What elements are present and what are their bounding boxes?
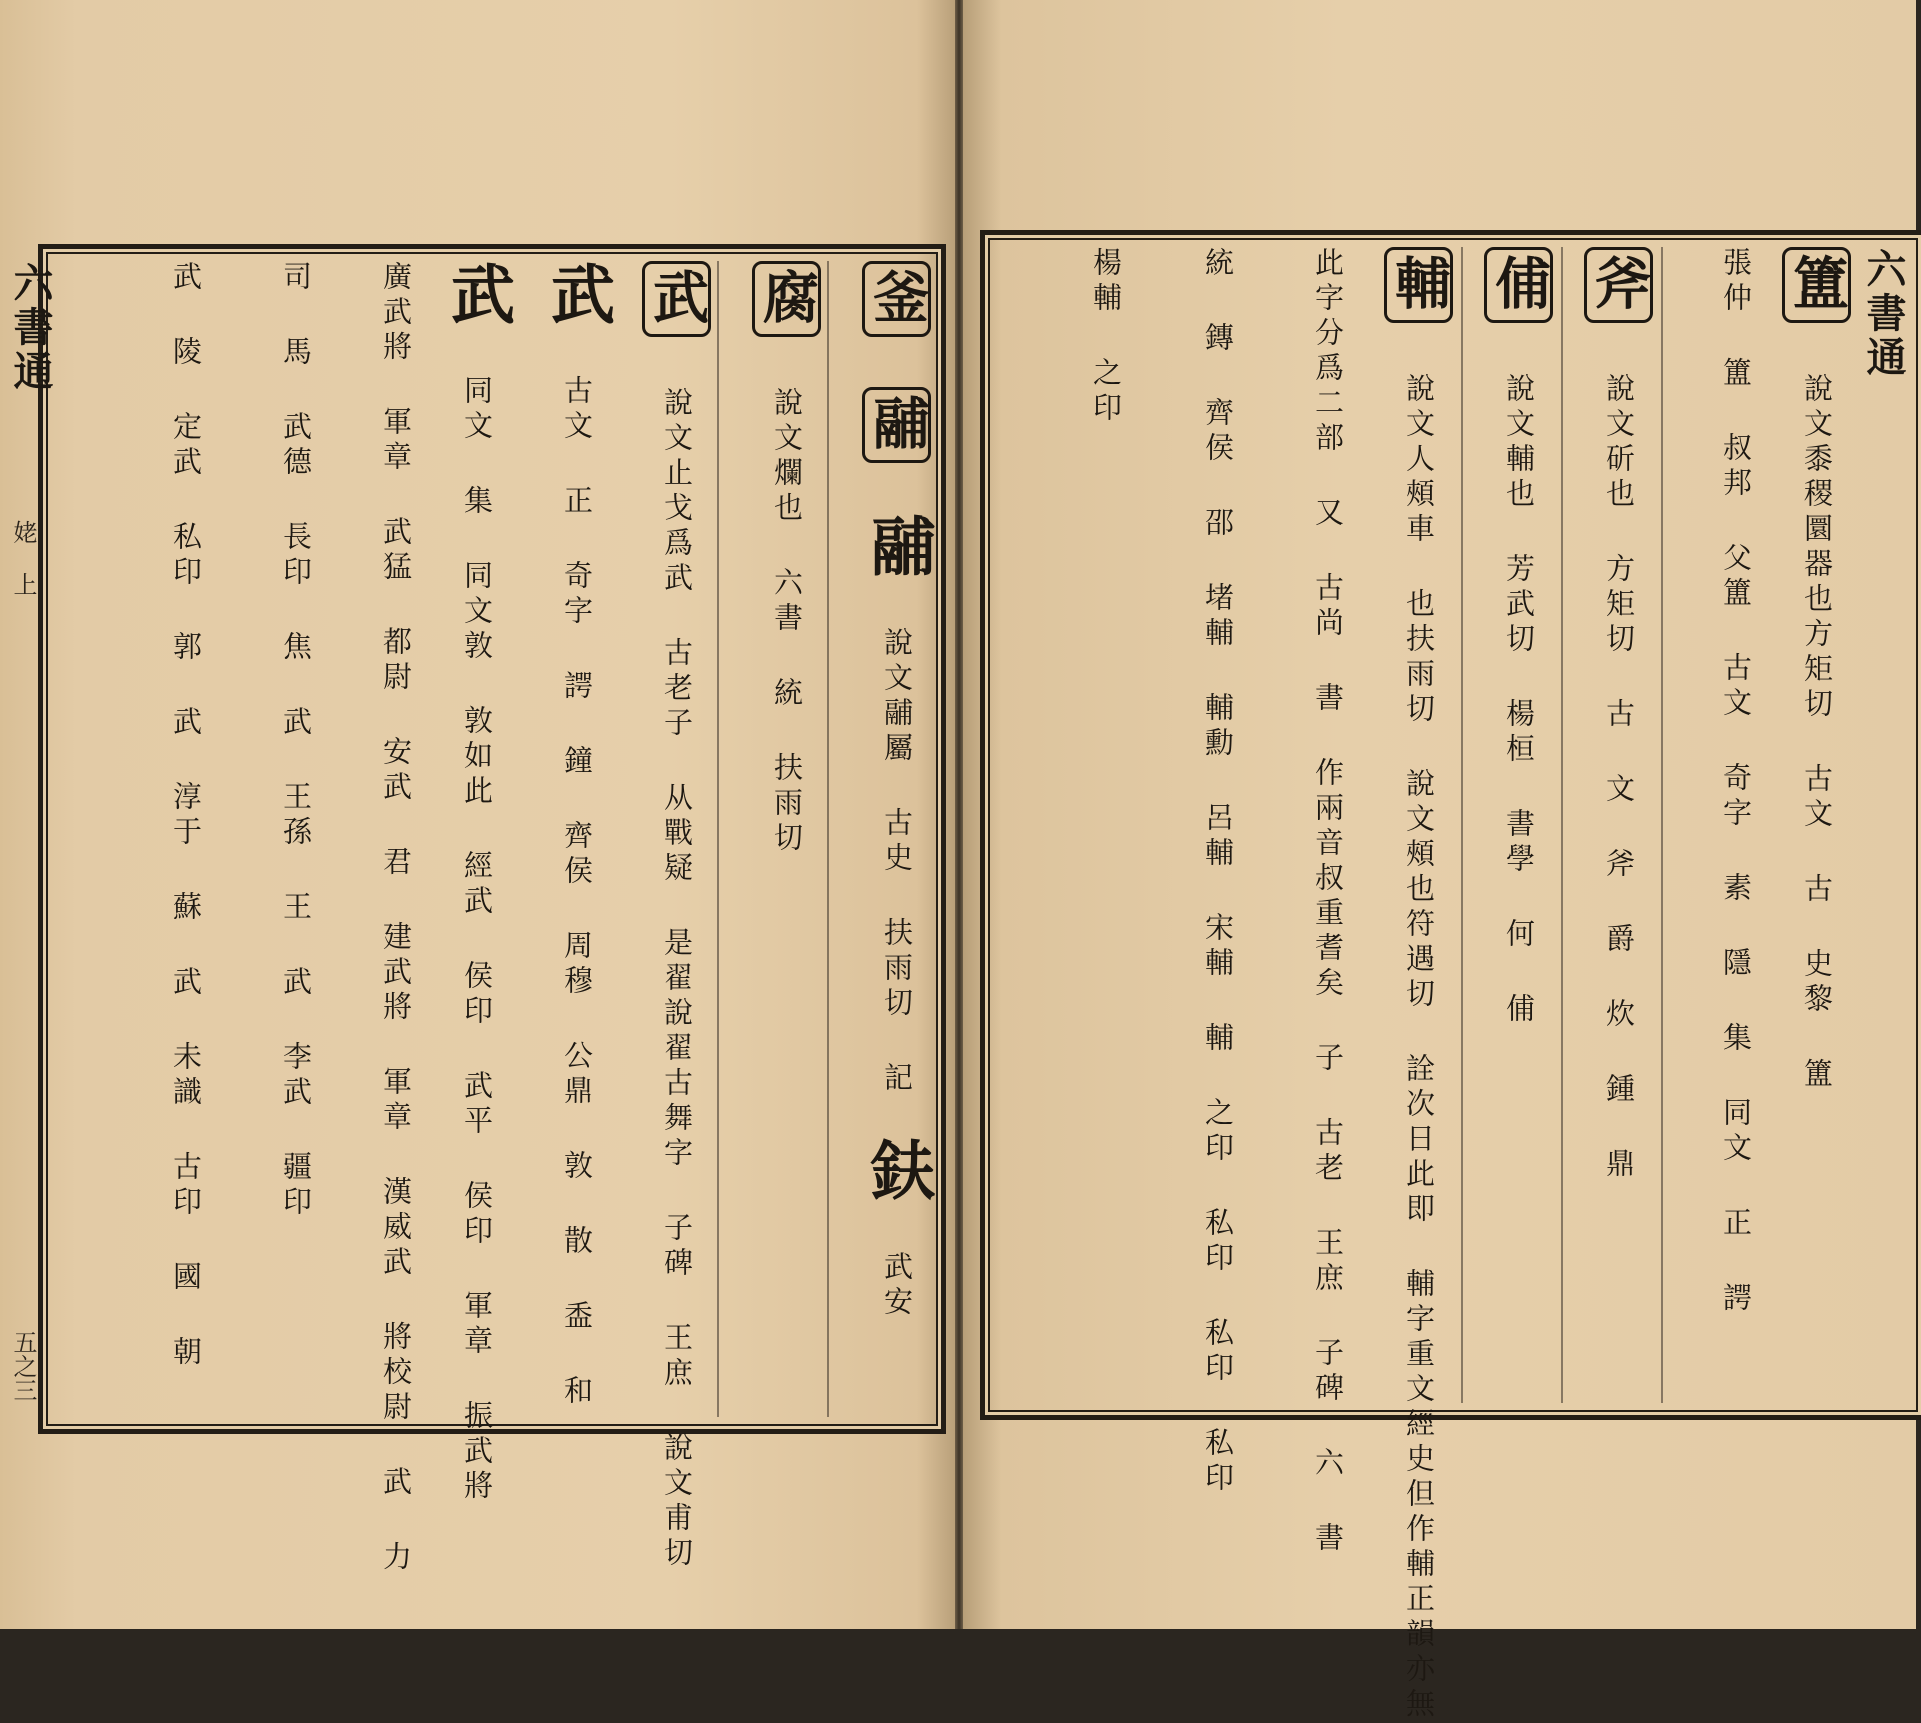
annotation: 之印: [1201, 1097, 1235, 1167]
annotation: 定武: [169, 411, 203, 481]
left-margin-title: 六書通: [7, 262, 54, 394]
column-rule: [717, 261, 719, 1417]
seal-glyph: 鈇: [860, 1137, 935, 1211]
annotation: 方矩切: [1602, 553, 1636, 658]
left-column-7: [281, 261, 311, 1417]
annotation: 王孫: [279, 781, 313, 851]
annotation: 叔邦: [1719, 432, 1753, 502]
annotation: 敦: [560, 1150, 594, 1185]
annotation: 六: [1311, 1447, 1345, 1482]
annotation: 周穆: [560, 930, 594, 1000]
annotation: 古: [1800, 873, 1834, 908]
right-column-1: [1782, 247, 1851, 1403]
annotation: 簠: [1719, 357, 1753, 392]
annotation: 何: [1502, 918, 1536, 953]
annotation: 散: [560, 1225, 594, 1260]
annotation: 武安: [880, 1251, 914, 1321]
annotation: 六書: [770, 567, 804, 637]
left-page-frame: [38, 244, 946, 1576]
left-margin-small: 姥 上: [9, 520, 37, 596]
annotation: 統: [770, 677, 804, 712]
right-column-7: [1201, 247, 1235, 1497]
annotation: 炊: [1602, 998, 1636, 1033]
annotation: 武德: [279, 411, 313, 481]
annotation: 武猛: [379, 516, 413, 586]
annotation: 說文輔也: [1502, 373, 1536, 513]
annotation: 子: [1311, 1042, 1345, 1077]
annotation: 侯印: [460, 960, 494, 1030]
annotation: 武: [279, 966, 313, 1001]
annotation: 王: [279, 891, 313, 926]
right-column-3: [1584, 247, 1653, 1403]
annotation: 古: [1602, 698, 1636, 733]
annotation: 君: [379, 846, 413, 881]
left-column-4: [540, 261, 615, 1417]
annotation: 王庶: [660, 1322, 694, 1392]
right-margin-title: 六書通: [1860, 248, 1907, 380]
annotation: 郭: [169, 631, 203, 666]
annotation: 呂輔: [1201, 802, 1235, 872]
annotation: 詮次日此即: [1402, 1053, 1436, 1228]
annotation: 統: [1201, 247, 1235, 282]
right-column-2: [1721, 247, 1751, 1403]
annotation: 同文: [460, 375, 494, 445]
annotation: 爵: [1602, 923, 1636, 958]
left-page: [0, 0, 955, 1629]
annotation: 古尚: [1311, 572, 1345, 642]
annotation: 集: [460, 485, 494, 520]
annotation: 武: [169, 966, 203, 1001]
annotation: 文: [1602, 773, 1636, 808]
annotation: 張仲: [1719, 247, 1753, 317]
annotation: 未識: [169, 1041, 203, 1111]
annotation: 正: [1719, 1207, 1753, 1242]
annotation: 之印: [1089, 357, 1123, 427]
seal-glyph: 武: [540, 261, 615, 335]
annotation: 長印: [279, 521, 313, 591]
annotation: 說文黍稷圜器也方矩切: [1800, 373, 1834, 723]
annotation: 邵: [1201, 507, 1235, 542]
annotation: 堵輔: [1201, 582, 1235, 652]
annotation: 私印: [1201, 1427, 1235, 1497]
annotation: 又: [1311, 497, 1345, 532]
annotation: 同文敦: [460, 560, 494, 665]
annotation: 俌: [1502, 993, 1536, 1028]
right-page-frame: [980, 230, 1921, 1723]
annotation: 武: [169, 261, 203, 296]
left-column-8: [171, 261, 201, 1417]
annotation: 武平: [460, 1070, 494, 1140]
annotation: 和: [560, 1375, 594, 1410]
annotation: 楊桓: [1502, 698, 1536, 768]
annotation: 武: [379, 1466, 413, 1501]
annotation: 軍章: [460, 1290, 494, 1360]
annotation: 振武將: [460, 1400, 494, 1505]
annotation: 古文: [1800, 763, 1834, 833]
annotation: 齊侯: [560, 820, 594, 890]
left-column-6: [379, 261, 413, 1576]
headword-box: 斧: [1584, 247, 1653, 323]
annotation: 說文甫切: [660, 1432, 694, 1572]
headword-box: 武: [642, 261, 711, 337]
annotation: 說文斫也: [1602, 373, 1636, 513]
annotation: 輔: [1201, 1022, 1235, 1057]
annotation: 軍章: [379, 1066, 413, 1136]
annotation: 宋輔: [1201, 912, 1235, 982]
annotation: 盉: [560, 1300, 594, 1335]
annotation: 古文: [1719, 652, 1753, 722]
annotation: 公鼎: [560, 1040, 594, 1110]
annotation: 漢威武: [379, 1176, 413, 1281]
book-gutter: [955, 0, 963, 1629]
annotation: 建武將: [379, 921, 413, 1026]
annotation: 書: [1311, 682, 1345, 717]
annotation: 淳于: [169, 781, 203, 851]
headword-box: 俌: [1484, 247, 1553, 323]
annotation: 書: [1311, 1522, 1345, 1557]
annotation: 說文鬴屬: [880, 627, 914, 767]
right-column-8: [1091, 247, 1121, 1403]
annotation: 鐘: [560, 745, 594, 780]
annotation: 陵: [169, 336, 203, 371]
annotation: 將校尉: [379, 1321, 413, 1426]
right-column-4: [1484, 247, 1553, 1403]
seal-glyph: 武: [440, 261, 515, 335]
annotation: 武: [279, 706, 313, 741]
annotation: 奇字: [560, 560, 594, 630]
annotation: 諤: [1719, 1282, 1753, 1317]
left-column-3: [642, 261, 711, 1572]
annotation: 子碑: [660, 1212, 694, 1282]
left-margin-folio: 五之三: [9, 1330, 37, 1402]
seal-glyph: 鬴: [860, 513, 935, 587]
headword-box: 鬴: [862, 387, 931, 463]
annotation: 鼎: [1602, 1148, 1636, 1183]
annotation: 私印: [169, 521, 203, 591]
annotation: 輔字重文經史但作輔正韻亦無: [1402, 1268, 1436, 1723]
annotation: 扶雨切: [880, 917, 914, 1022]
annotation: 扶雨切: [770, 752, 804, 857]
annotation: 蘇: [169, 891, 203, 926]
annotation: 說文人頰車: [1402, 373, 1436, 548]
annotation: 古老: [1311, 1117, 1345, 1187]
headword-box: 腐: [752, 261, 821, 337]
annotation: 素: [1719, 872, 1753, 907]
annotation: 國: [169, 1261, 203, 1296]
annotation: 古史: [880, 807, 914, 877]
headword-box: 釜: [862, 261, 931, 337]
headword-box: 輔: [1384, 247, 1453, 323]
annotation: 輔勳: [1201, 692, 1235, 762]
annotation: 斧: [1602, 848, 1636, 883]
annotation: 武: [169, 706, 203, 741]
annotation: 同文: [1719, 1097, 1753, 1167]
annotation: 焦: [279, 631, 313, 666]
annotation: 鍾: [1602, 1073, 1636, 1108]
annotation: 都尉: [379, 626, 413, 696]
annotation: 書學: [1502, 808, 1536, 878]
annotation: 私印: [1201, 1317, 1235, 1387]
annotation: 齊侯: [1201, 397, 1235, 467]
annotation: 說文爛也: [770, 387, 804, 527]
annotation: 是翟說翟古舞字: [660, 927, 694, 1172]
annotation: 李武: [279, 1041, 313, 1111]
annotation: 廣武將: [379, 261, 413, 366]
annotation: 古印: [169, 1151, 203, 1221]
headword-box: 簠: [1782, 247, 1851, 323]
left-column-2: [752, 261, 821, 1417]
annotation: 簠: [1800, 1058, 1834, 1093]
annotation: 私印: [1201, 1207, 1235, 1277]
column-rule: [827, 261, 829, 1417]
annotation: 正: [560, 485, 594, 520]
annotation: 記: [880, 1062, 914, 1097]
left-column-1: [860, 261, 935, 1417]
annotation: 从戰疑: [660, 782, 694, 887]
right-column-6: [1311, 247, 1345, 1557]
annotation: 朝: [169, 1336, 203, 1371]
annotation: 馬: [279, 336, 313, 371]
annotation: 疆印: [279, 1151, 313, 1221]
annotation: 說文頰也符遇切: [1402, 768, 1436, 1013]
annotation: 作兩音叔重耆矣: [1311, 757, 1345, 1002]
annotation: 史黎: [1800, 948, 1834, 1018]
right-page: [963, 0, 1916, 1723]
annotation: 隱: [1719, 947, 1753, 982]
annotation: 司: [279, 261, 313, 296]
annotation: 古文: [560, 375, 594, 445]
annotation: 也扶雨切: [1402, 588, 1436, 728]
column-rule: [1561, 247, 1563, 1403]
annotation: 經武: [460, 850, 494, 920]
annotation: 楊輔: [1089, 247, 1123, 317]
annotation: 鏄: [1201, 322, 1235, 357]
annotation: 芳武切: [1502, 553, 1536, 658]
annotation: 此字分爲二部: [1311, 247, 1345, 457]
annotation: 集: [1719, 1022, 1753, 1057]
annotation: 安武: [379, 736, 413, 806]
annotation: 敦如此: [460, 705, 494, 810]
annotation: 父簠: [1719, 542, 1753, 612]
annotation: 說文止戈爲武: [660, 387, 694, 597]
left-column-5: [440, 261, 515, 1505]
annotation: 軍章: [379, 406, 413, 476]
annotation: 古老子: [660, 637, 694, 742]
annotation: 侯印: [460, 1180, 494, 1250]
annotation: 諤: [560, 670, 594, 705]
column-rule: [1661, 247, 1663, 1403]
annotation: 子碑: [1311, 1337, 1345, 1407]
annotation: 奇字: [1719, 762, 1753, 832]
right-column-5: [1384, 247, 1453, 1723]
annotation: 王庶: [1311, 1227, 1345, 1297]
column-rule: [1461, 247, 1463, 1403]
annotation: 力: [379, 1541, 413, 1576]
